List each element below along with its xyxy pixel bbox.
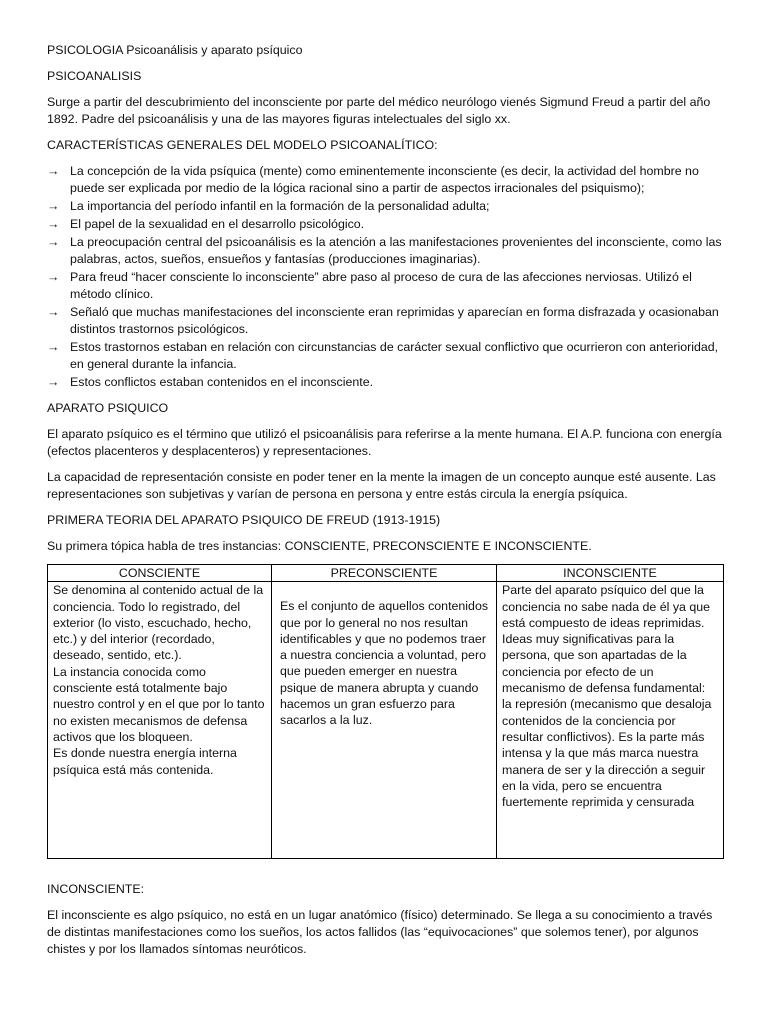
heading-aparato-psiquico: APARATO PSIQUICO [47, 401, 169, 415]
list-item-text: Estos conflictos estaban contenidos en el inconsciente. [70, 375, 374, 389]
list-item [47, 339, 723, 373]
arrow-icon: → [47, 199, 60, 213]
list-item-text: Estos trastornos estaban en relación con circunstancias de carácter sexual conflictivo que ocurrieron con anterioridad, en general durante la infancia. [70, 340, 719, 371]
column-header-preconsciente: PRECONSCIENTE [272, 565, 497, 582]
arrow-icon: → [47, 305, 60, 319]
cell-preconsciente: Es el conjunto de aquellos contenidos que por lo general no nos resultan identificables y que no podemos traer a nuestra conciencia a voluntad, pero que pueden emerger en nuestra psique de manera abrupta y cuando hacemos un gran esfuerzo para sacarlos a la luz. [272, 582, 497, 859]
list-item-text: La concepción de la vida psíquica (mente) como eminentemente inconsciente (es decir, la actividad del hombre no puede ser explicada por medio de la lógica racional sino a partir de aspectos irracionales del psiquismo); [70, 164, 699, 195]
arrow-icon: → [47, 235, 60, 249]
heading-caracteristicas: CARACTERÍSTICAS GENERALES DEL MODELO PSICOANALÍTICO: [47, 138, 438, 152]
list-item-text: La preocupación central del psicoanálisis es la atención a las manifestaciones provenientes del inconsciente, como las palabras, actos, sueños, ensueños y fantasías (producciones imaginarias). [70, 235, 722, 266]
paragraph-primera-topica: Su primera tópica habla de tres instancias: CONSCIENTE, PRECONSCIENTE E INCONSCIENTE. [47, 539, 592, 553]
heading-psicoanalisis: PSICOANALISIS [47, 69, 142, 83]
table-row [48, 582, 724, 859]
caracteristicas-list [47, 163, 723, 391]
list-item-text: Señaló que muchas manifestaciones del inconsciente eran reprimidas y aparecían en forma disfrazada y ocasionaban distintos trastornos psicológicos. [70, 305, 719, 336]
paragraph-inconsciente: El inconsciente es algo psíquico, no está en un lugar anatómico (físico) determinado. Se llega a su conocimiento a través de distintas manifestaciones como los sueños, los actos fallidos (las “equivocaciones” que solemos tener), por algunos chistes y por los llamados síntomas neuróticos. [47, 908, 713, 957]
list-item [47, 216, 723, 233]
list-item-text: Para freud “hacer consciente lo inconsciente” abre paso al proceso de cura de las afecciones nerviosas. Utilizó el método clínico. [70, 270, 692, 301]
cell-inconsciente: Parte del aparato psíquico del que la conciencia no sabe nada de él ya que está compuesto de ideas reprimidas. Ideas muy significativas para la persona, que son apartadas de la conciencia por efecto de un mecanismo de defensa fundamental: la represión (mecanismo que desaloja contenidos de la conciencia por resultar conflictivos). Es la parte más intensa y la que más marca nuestra manera de ser y la dirección a seguir en la vida, pero se encuentra fuertemente reprimida y censurada [497, 582, 724, 859]
list-item [47, 304, 723, 338]
column-header-inconsciente: INCONSCIENTE [497, 565, 724, 582]
cell-consciente-text-2: La instancia conocida como consciente está totalmente bajo nuestro control y en el que por lo tanto no existen mecanismos de defensa activos que los bloqueen. [53, 664, 265, 744]
paragraph-aparato-2: La capacidad de representación consiste en poder tener en la mente la imagen de un concepto aunque esté ausente. Las representaciones son subjetivas y varían de persona en persona y entre estás circula la energía psíquica. [47, 470, 716, 501]
list-item [47, 269, 723, 303]
document-page [47, 42, 723, 967]
list-item [47, 234, 723, 268]
arrow-icon: → [47, 217, 60, 231]
cell-consciente [48, 582, 272, 859]
document-title: PSICOLOGIA Psicoanálisis y aparato psíquico [47, 43, 303, 57]
list-item [47, 374, 723, 391]
paragraph-aparato-1: El aparato psíquico es el término que utilizó el psicoanálisis para referirse a la mente humana. El A.P. funciona con energía (efectos placenteros y desplacenteros) y representaciones. [47, 427, 722, 458]
heading-inconsciente: INCONSCIENTE: [47, 882, 145, 897]
table-header-row [48, 565, 724, 582]
arrow-icon: → [47, 375, 60, 389]
topica-table [47, 564, 724, 859]
cell-consciente-text-3: Es donde nuestra energía interna psíquica está más contenida. [53, 746, 237, 777]
list-item-text: La importancia del período infantil en la formación de la personalidad adulta; [70, 199, 490, 213]
list-item [47, 198, 723, 215]
column-header-consciente: CONSCIENTE [48, 565, 272, 582]
paragraph-psicoanalisis: Surge a partir del descubrimiento del inconsciente por parte del médico neurólogo vienés Sigmund Freud a partir del año 1892. Padre del psicoanálisis y una de las mayores figuras intelectuales del siglo xx. [47, 95, 711, 126]
heading-primera-teoria: PRIMERA TEORIA DEL APARATO PSIQUICO DE FREUD (1913-1915) [47, 513, 441, 527]
arrow-icon: → [47, 340, 60, 354]
list-item [47, 163, 723, 197]
list-item-text: El papel de la sexualidad en el desarrollo psicológico. [70, 217, 365, 231]
cell-consciente-text-1: Se denomina al contenido actual de la conciencia. Todo lo registrado, del exterior (lo visto, escuchado, hecho, etc.) y del interior (recordado, deseado, sentido, etc.). [53, 583, 264, 663]
arrow-icon: → [47, 164, 60, 178]
arrow-icon: → [47, 270, 60, 284]
